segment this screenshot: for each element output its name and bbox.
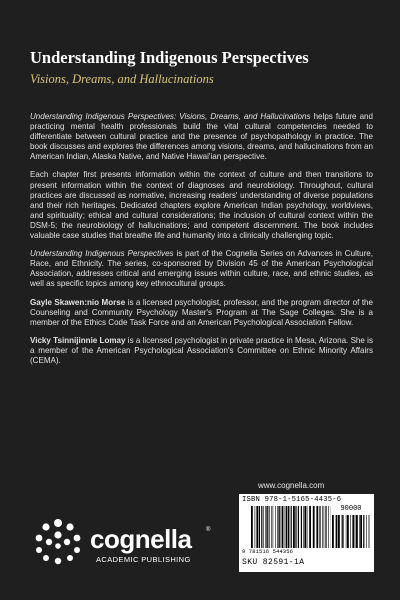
sku-number: SKU 82591-1A [242, 558, 305, 567]
description-paragraph-1 [30, 112, 373, 162]
addon-barcode-bars [332, 515, 370, 548]
barcode-addon-number: 90000 [340, 505, 362, 513]
cognella-logo [30, 512, 210, 572]
ean-number: 9 781516 544356 [242, 548, 294, 555]
logo-tagline: ACADEMIC PUBLISHING [96, 555, 191, 564]
author-bio-2 [30, 336, 373, 366]
ean-barcode-bars [251, 506, 331, 548]
logo-wordmark: cognella [90, 524, 192, 554]
paragraph-1-text: helps future and practicing mental health professionals build the vital cultural competencies needed to differentiate between cultural practice and the presence of psychopathology in practice. The book discusses and explores the differences among visions, dreams, and hallucinations from an American Indian, Alaska Native, and Native Hawai'ian perspective. [30, 112, 373, 162]
author-name: Vicky Tsinnijinnie Lomay [30, 335, 126, 345]
isbn-number: ISBN 978-1-5165-4435-6 [242, 496, 342, 504]
cognella-emblem-icon [30, 514, 86, 570]
barcode [239, 494, 374, 572]
registered-mark: ® [206, 527, 211, 533]
book-title-inline: Understanding Indigenous Perspectives [30, 249, 174, 259]
author-bio-text: is a licensed psychologist in private practice in Mesa, Arizona. She is a member of the American Psychological Association's Committee on Ethnic Minority Affairs (CEMA). [30, 335, 373, 365]
author-bio-1 [30, 298, 373, 328]
book-title: Understanding Indigenous Perspectives [30, 48, 309, 67]
description-paragraph-2: Each chapter first presents information within the context of culture and then transitions to present information within the context of diagnoses and neurobiology. Throughout, cultural practices are discussed as normative, increasing readers' understanding of diverse populations and their rich heritages. Dedicated chapters explore American Indian psychology, worldviews, and spirituality; ethical and cultural considerations; the inclusion of cultural context within the DSM-5; the neurobiology of hallucinations; and competent discernment. The book includes valuable case studies that breathe life and humanity into a clinically challenging topic. [30, 170, 373, 241]
description-body [30, 112, 373, 374]
publisher-website[interactable]: www.cognella.com [258, 481, 325, 490]
book-subtitle: Visions, Dreams, and Hallucinations [30, 72, 214, 86]
description-paragraph-3 [30, 249, 373, 289]
paragraph-3-text: is part of the Cognella Series on Advances in Culture, Race, and Ethnicity. The series, co-sponsored by Division 45 of the American Psychological Association, addresses critical and emerging issues within culture, race, and ethnic studies, as well as specific topics among key ethnocultural groups. [30, 249, 373, 289]
book-title-inline: Understanding Indigenous Perspectives: Visions, Dreams, and Hallucinations [30, 112, 311, 121]
author-name: Gayle Skawen:nio Morse [30, 297, 126, 307]
author-bio-text: is a licensed psychologist, professor, and the program director of the Counseling and Community Psychology Master's Program at The Sage Colleges. She is a member of the Ethics Code Task Force and an American Psychological Association Fellow. [30, 297, 373, 327]
